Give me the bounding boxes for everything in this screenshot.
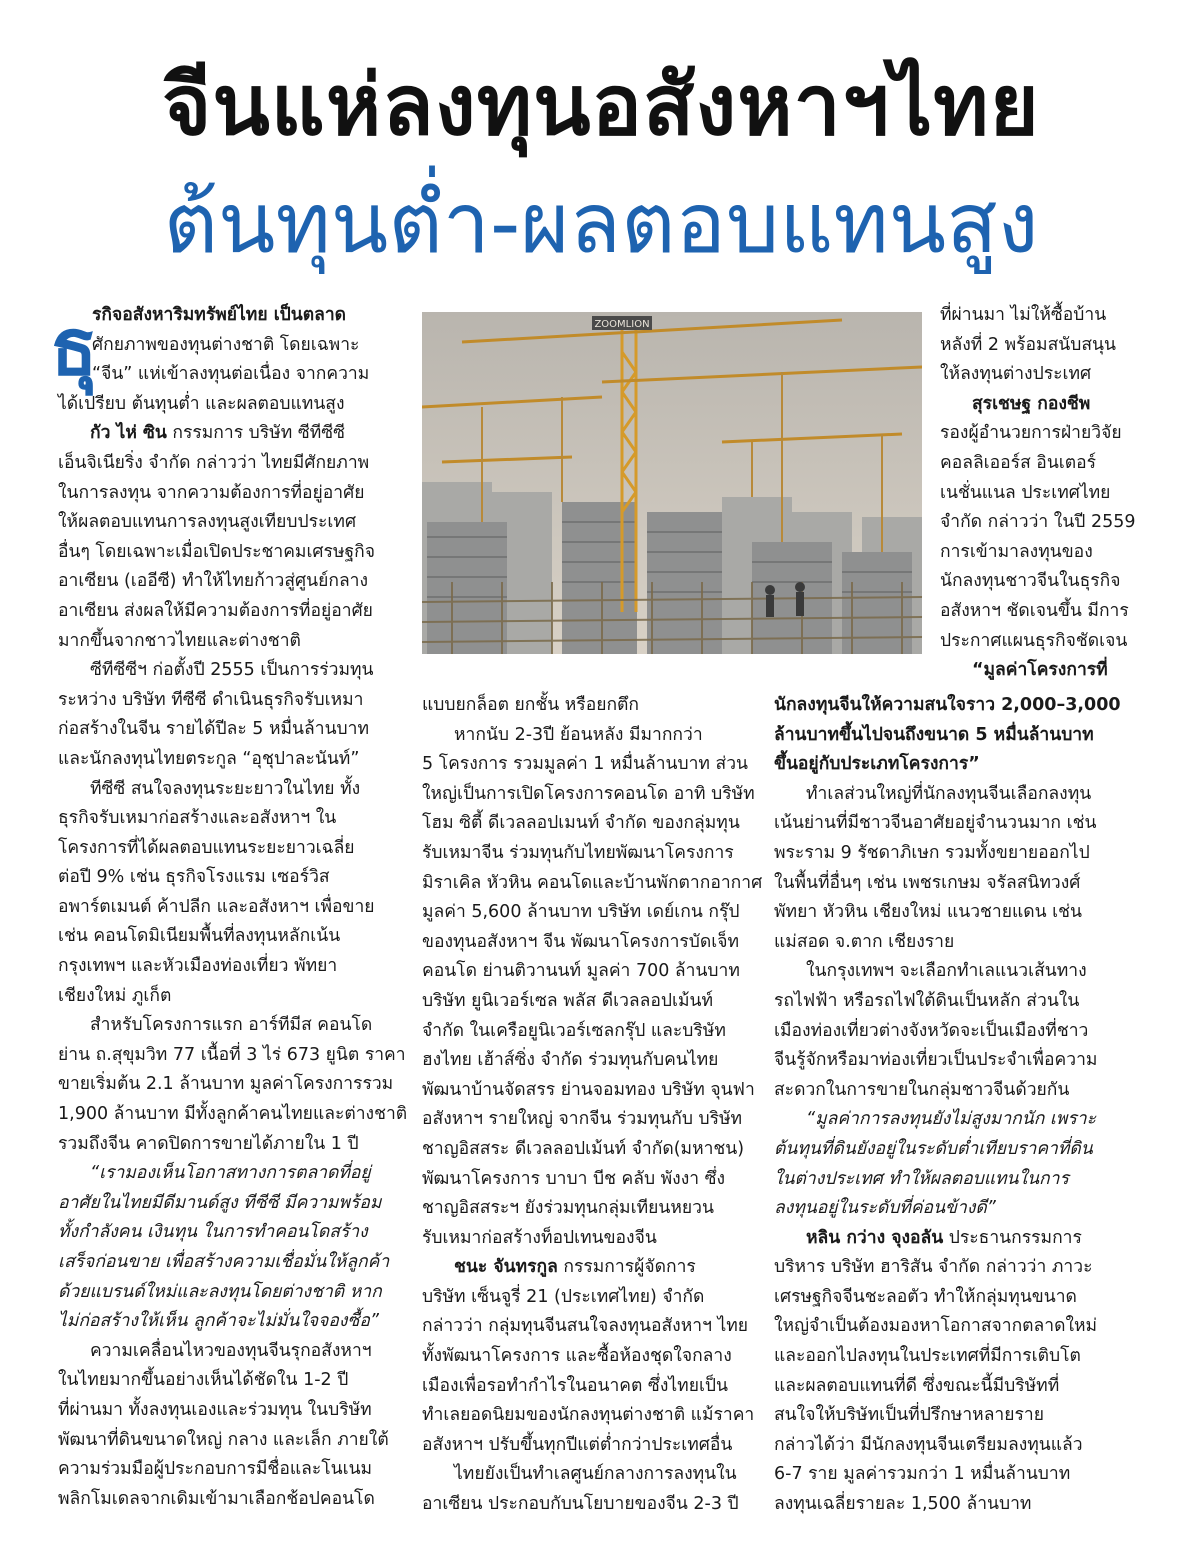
- paragraph-line: พลิกโมเดลจากเดิมเข้ามาเลือกช้อปคอนโด: [58, 1488, 375, 1509]
- paragraph-line: แบบยกล็อต ยกชั้น หรือยกตึก: [422, 695, 640, 715]
- paragraph-line: บริษัท ยูนิเวอร์เซล พลัส ดีเวลลอปเม้นท์: [422, 990, 713, 1011]
- paragraph-line: ศักยภาพของทุนต่างชาติ โดยเฉพาะ: [92, 334, 360, 355]
- paragraph-line: มากขึ้นจากชาวไทยและต่างชาติ: [58, 630, 301, 651]
- paragraph-line: รกิจอสังหาริมทรัพย์ไทย เป็นตลาด: [92, 305, 347, 325]
- quote-line: “เรามองเห็นโอกาสทางการตลาดที่อยู่: [90, 1163, 371, 1184]
- paragraph-line: อาเซียน ส่งผลให้มีความต้องการที่อยู่อาศัย: [58, 600, 373, 621]
- pull-quote-line: นักลงทุนจีนให้ความสนใจราว 2,000–3,000: [774, 695, 1121, 715]
- paragraph-line: ในพื้นที่อื่นๆ เช่น เพชรเกษม จรัลสนิทวงศ์: [774, 872, 1081, 893]
- paragraph-line: สำหรับโครงการแรก อาร์ทีมีส คอนโด: [90, 1015, 373, 1036]
- paragraph-line: 5 โครงการ รวมมูลค่า 1 หมื่นล้านบาท ส่วน: [422, 754, 748, 775]
- paragraph-line: คอลลิเออร์ส อินเตอร์: [940, 452, 1097, 473]
- paragraph-line: 1,900 ล้านบาท มีทั้งลูกค้าคนไทยและต่างชาติ: [58, 1104, 408, 1125]
- pull-quote-line: ขึ้นอยู่กับประเภทโครงการ”: [774, 754, 980, 775]
- article-column-3-top: [940, 301, 1140, 686]
- paragraph-line: ขายเริ่มต้น 2.1 ล้านบาท มูลค่าโครงการรวม: [58, 1074, 394, 1095]
- paragraph-line: ในไทยมากขึ้นอย่างเห็นได้ชัดใน 1-2 ปี: [58, 1370, 349, 1391]
- paragraph-line: เช่น คอนโดมิเนียมพื้นที่ลงทุนหลักเน้น: [58, 926, 341, 947]
- paragraph-line: พัทยา หัวหิน เชียงใหม่ แนวชายแดน เช่น: [774, 902, 1082, 923]
- paragraph-line: อสังหาฯ ชัดเจนขึ้น มีการ: [940, 600, 1129, 621]
- paragraph-line: “จีน” แห่เข้าลงทุนต่อเนื่อง จากความ: [92, 364, 370, 385]
- pull-quote-line: ล้านบาทขึ้นไปจนถึงขนาด 5 หมื่นล้านบาท: [774, 724, 1094, 745]
- paragraph-line: เศรษฐกิจจีนชะลอตัว ทำให้กลุ่มทุนขนาด: [774, 1286, 1077, 1307]
- paragraph-line: ประกาศแผนธุรกิจชัดเจน: [940, 630, 1128, 651]
- paragraph-line: ทีซีซี สนใจลงทุนระยะยาวในไทย ทั้ง: [90, 778, 361, 799]
- paragraph-line: ได้เปรียบ ต้นทุนต่ำ และผลตอบแทนสูง: [58, 393, 345, 414]
- paragraph-line: จีนรู้จักหรือมาท่องเที่ยวเป็นประจำเพื่อความ: [774, 1050, 1098, 1071]
- paragraph-line: หลังที่ 2 พร้อมสนับสนุน: [940, 334, 1116, 355]
- paragraph-line: อพาร์ตเมนต์ ค้าปลีก และอสังหาฯ เพื่อขาย: [58, 896, 375, 917]
- construction-illustration: [422, 312, 922, 654]
- paragraph-line: ให้ผลตอบแทนการลงทุนสูงเทียบประเทศ: [58, 512, 357, 533]
- quote-line: ลงทุนอยู่ในระดับที่ค่อนข้างดี”: [774, 1198, 996, 1219]
- paragraph-line: เมืองเพื่อรอทำกำไรในอนาคต ซึ่งไทยเป็น: [422, 1375, 729, 1396]
- paragraph-line: ชนะ จันทรกูล กรรมการผู้จัดการ: [454, 1257, 696, 1278]
- quote-line: ด้วยแบรนด์ใหม่และลงทุนโดยต่างชาติ หาก: [58, 1281, 382, 1302]
- paragraph-line: กล่าวได้ว่า มีนักลงทุนจีนเตรียมลงทุนแล้ว: [774, 1434, 1083, 1455]
- person-name: กัว ไห่ ซิน: [90, 423, 167, 444]
- headline-primary: จีนแห่ลงทุนอสังหาฯไทย: [162, 56, 1040, 154]
- paragraph-line: ลงทุนเฉลี่ยรายละ 1,500 ล้านบาท: [774, 1494, 1032, 1515]
- quote-line: “มูลค่าการลงทุนยังไม่สูงมากนัก เพราะ: [806, 1109, 1097, 1130]
- paragraph-line: กัว ไห่ ซิน กรรมการ บริษัท ซีทีซีซี: [90, 423, 345, 444]
- paragraph-line: พระราม 9 รัชดาภิเษก รวมทั้งขยายออกไป: [774, 842, 1090, 863]
- paragraph-line: รับเหมาจีน ร่วมทุนกับไทยพัฒนาโครงการ: [422, 842, 734, 863]
- paragraph-line: อาเซียน (เออีซี) ทำให้ไทยก้าวสู่ศูนย์กลาง: [58, 571, 369, 592]
- paragraph-line: อื่นๆ โดยเฉพาะเมื่อเปิดประชาคมเศรษฐกิจ: [58, 541, 375, 562]
- paragraph-line: ธุรกิจรับเหมาก่อสร้างและอสังหาฯ ใน: [58, 808, 337, 829]
- paragraph-line: อสังหาฯ รายใหญ่ จากจีน ร่วมทุนกับ บริษัท: [422, 1109, 743, 1130]
- article-column-3: [774, 691, 1139, 1520]
- paragraph-line: ของทุนอสังหาฯ จีน พัฒนาโครงการบัดเจ็ท: [422, 931, 740, 952]
- paragraph-line: ซีทีซีซีฯ ก่อตั้งปี 2555 เป็นการร่วมทุน: [90, 660, 374, 681]
- paragraph-line: และนักลงทุนไทยตระกูล “อุชุปาละนันท์”: [58, 748, 360, 769]
- paragraph-line: แม่สอด จ.ตาก เชียงราย: [774, 931, 955, 952]
- person-name: สุรเชษฐ กองชีพ: [972, 393, 1091, 414]
- paragraph-line: ให้ลงทุนต่างประเทศ: [940, 364, 1092, 385]
- paragraph-line: หลิน กว่าง จุงอลัน ประธานกรรมการ: [806, 1227, 1082, 1248]
- quote-line: เสร็จก่อนขาย เพื่อสร้างความเชื่อมั่นให้ลูกค้า: [58, 1252, 390, 1272]
- paragraph-line: นักลงทุนชาวจีนในธุรกิจ: [940, 571, 1121, 592]
- paragraph-line: พัฒนาบ้านจัดสรร ย่านจอมทอง บริษัท จุนฟา: [422, 1079, 755, 1100]
- paragraph-line: เน้นย่านที่มีชาวจีนอาศัยอยู่จำนวนมาก เช่น: [774, 813, 1097, 834]
- paragraph-line: จำกัด กล่าวว่า ในปี 2559: [940, 512, 1136, 533]
- paragraph-line: มูลค่า 5,600 ล้านบาท บริษัท เดย์เกน กรุ๊ป: [422, 902, 740, 923]
- paragraph-line: ย่าน ถ.สุขุมวิท 77 เนื้อที่ 3 ไร่ 673 ยูนิต ราคา: [58, 1044, 406, 1065]
- paragraph-line: ทำเลส่วนใหญ่ที่นักลงทุนจีนเลือกลงทุน: [806, 783, 1092, 804]
- quote-line: อาศัยในไทยมีดีมานด์สูง ทีซีซี มีความพร้อม: [58, 1192, 382, 1213]
- paragraph-line: ในกรุงเทพฯ จะเลือกทำเลแนวเส้นทาง: [806, 961, 1087, 982]
- paragraph-line: รถไฟฟ้า หรือรถไฟใต้ดินเป็นหลัก ส่วนใน: [774, 990, 1080, 1011]
- paragraph-line: ก่อสร้างในจีน รายได้ปีละ 5 หมื่นล้านบาท: [58, 719, 370, 740]
- paragraph-line: ชาญอิสสระฯ ยังร่วมทุนกลุ่มเทียนหยวน: [422, 1198, 714, 1219]
- paragraph-line: บริหาร บริษัท ฮาริสัน จำกัด กล่าวว่า ภาวะ: [774, 1257, 1093, 1278]
- paragraph-line: สะดวกในการขายในกลุ่มชาวจีนด้วยกัน: [774, 1079, 1070, 1100]
- paragraph-line: ไทยยังเป็นทำเลศูนย์กลางการลงทุนใน: [454, 1464, 737, 1485]
- paragraph-line: 6-7 ราย มูลค่ารวมกว่า 1 หมื่นล้านบาท: [774, 1464, 1071, 1485]
- paragraph-line: อาเซียน ประกอบกับนโยบายของจีน 2-3 ปี: [422, 1494, 739, 1515]
- paragraph-line: อสังหาฯ ปรับขึ้นทุกปีแต่ต่ำกว่าประเทศอื่น: [422, 1434, 733, 1455]
- paragraph-line: ความร่วมมือผู้ประกอบการมีชื่อและโนเนม: [58, 1459, 373, 1480]
- paragraph-line: โฮม ซิตี้ ดีเวลลอปเมนท์ จำกัด ของกลุ่มทุน: [422, 813, 740, 834]
- paragraph-line: ใหญ่เป็นการเปิดโครงการคอนโด อาทิ บริษัท: [422, 783, 755, 804]
- construction-photo: [422, 312, 922, 654]
- person-name: หลิน กว่าง จุงอลัน: [806, 1227, 944, 1248]
- paragraph-line: ทั้งพัฒนาโครงการ และซื้อห้องชุดใจกลาง: [422, 1346, 732, 1367]
- paragraph-line: เนชั่นแนล ประเทศไทย: [940, 482, 1111, 503]
- crane-sign-text: ZOOMLION: [594, 319, 650, 330]
- paragraph-line: สนใจให้บริษัทเป็นที่ปรึกษาหลายราย: [774, 1405, 1044, 1426]
- paragraph-line: เชียงใหม่ ภูเก็ต: [58, 985, 172, 1006]
- paragraph-line: ฮงไทย เฮ้าส์ซิ่ง จำกัด ร่วมทุนกับคนไทย: [422, 1050, 719, 1071]
- drop-cap: ธุ: [50, 303, 98, 393]
- paragraph-line: กล่าวว่า กลุ่มทุนจีนสนใจลงทุนอสังหาฯ ไทย: [422, 1316, 749, 1337]
- paragraph-line: และผลตอบแทนที่ดี ซึ่งขณะนี้มีบริษัทที่: [774, 1375, 1060, 1396]
- paragraph-line: จำกัด ในเครือยูนิเวอร์เซลกรุ๊ป และบริษัท: [422, 1020, 726, 1041]
- paragraph-line: และออกไปลงทุนในประเทศที่มีการเติบโต: [774, 1346, 1081, 1367]
- quote-line: ต้นทุนที่ดินยังอยู่ในระดับต่ำเทียบราคาที่ดิน: [774, 1138, 1093, 1159]
- paragraph-line: ความเคลื่อนไหวของทุนจีนรุกอสังหาฯ: [90, 1340, 372, 1361]
- quote-line: ทั้งกำลังคน เงินทุน ในการทำคอนโดสร้าง: [58, 1222, 368, 1243]
- paragraph-line: พัฒนาโครงการ บาบา บีช คลับ พังงา ซึ่ง: [422, 1168, 726, 1189]
- paragraph-line: รองผู้อำนวยการฝ่ายวิจัย: [940, 423, 1122, 444]
- paragraph-line: ชาญอิสสระ ดีเวลลอปเม้นท์ จำกัด(มหาชน): [422, 1138, 745, 1159]
- paragraph-line: ต่อปี 9% เช่น ธุรกิจโรงแรม เซอร์วิส: [58, 867, 330, 888]
- person-name: ชนะ จันทรกูล: [454, 1257, 558, 1278]
- pull-quote-line: “มูลค่าโครงการที่: [972, 660, 1108, 681]
- paragraph-line: พัฒนาที่ดินขนาดใหญ่ กลาง และเล็ก ภายใต้: [58, 1429, 389, 1450]
- paragraph-line: รวมถึงจีน คาดปิดการขายได้ภายใน 1 ปี: [58, 1133, 359, 1154]
- paragraph-line: ที่ผ่านมา ไม่ให้ซื้อบ้าน: [940, 305, 1107, 325]
- paragraph-line: ที่ผ่านมา ทั้งลงทุนเองและร่วมทุน ในบริษัท: [58, 1399, 372, 1420]
- paragraph-line: บริษัท เซ็นจูรี่ 21 (ประเทศไทย) จำกัด: [422, 1286, 705, 1307]
- paragraph-line: เอ็นจิเนียริ่ง จำกัด กล่าวว่า ไทยมีศักยภาพ: [58, 452, 370, 473]
- paragraph-line: ทำเลยอดนิยมของนักลงทุนต่างชาติ แม้ราคา: [422, 1405, 755, 1426]
- quote-line: ในต่างประเทศ ทำให้ผลตอบแทนในการ: [774, 1168, 1069, 1189]
- paragraph-line: โครงการที่ได้ผลตอบแทนระยะยาวเฉลี่ย: [58, 837, 355, 858]
- paragraph-line: กรุงเทพฯ และหัวเมืองท่องเที่ยว พัทยา: [58, 956, 338, 977]
- paragraph-line: หากนับ 2-3ปี ย้อนหลัง มีมากกว่า: [454, 724, 703, 745]
- paragraph-line: การเข้ามาลงทุนของ: [940, 541, 1093, 562]
- paragraph-line: ในการลงทุน จากความต้องการที่อยู่อาศัย: [58, 482, 365, 503]
- quote-line: ไม่ก่อสร้างให้เห็น ลูกค้าจะไม่มั่นใจจองซื้อ”: [58, 1311, 379, 1332]
- paragraph-line: ระหว่าง บริษัท ทีซีซี ดำเนินธุรกิจรับเหมา: [58, 689, 364, 710]
- paragraph-line: เมืองท่องเที่ยวต่างจังหวัดจะเป็นเมืองที่ชาว: [774, 1020, 1089, 1041]
- paragraph-line: มิราเคิล หัวหิน คอนโดและบ้านพักตากอากาศ: [422, 872, 763, 893]
- paragraph-line: คอนโด ย่านติวานนท์ มูลค่า 700 ล้านบาท: [422, 961, 740, 982]
- paragraph-line: รับเหมาก่อสร้างท็อปเทนของจีน: [422, 1227, 657, 1248]
- headline-secondary: ต้นทุนต่ำ-ผลตอบแทนสูง: [163, 174, 1039, 272]
- article-column-2: [422, 691, 763, 1520]
- paragraph-line: ใหญ่จำเป็นต้องมองหาโอกาสจากตลาดใหม่: [774, 1316, 1098, 1337]
- article-column-1: [58, 301, 408, 1514]
